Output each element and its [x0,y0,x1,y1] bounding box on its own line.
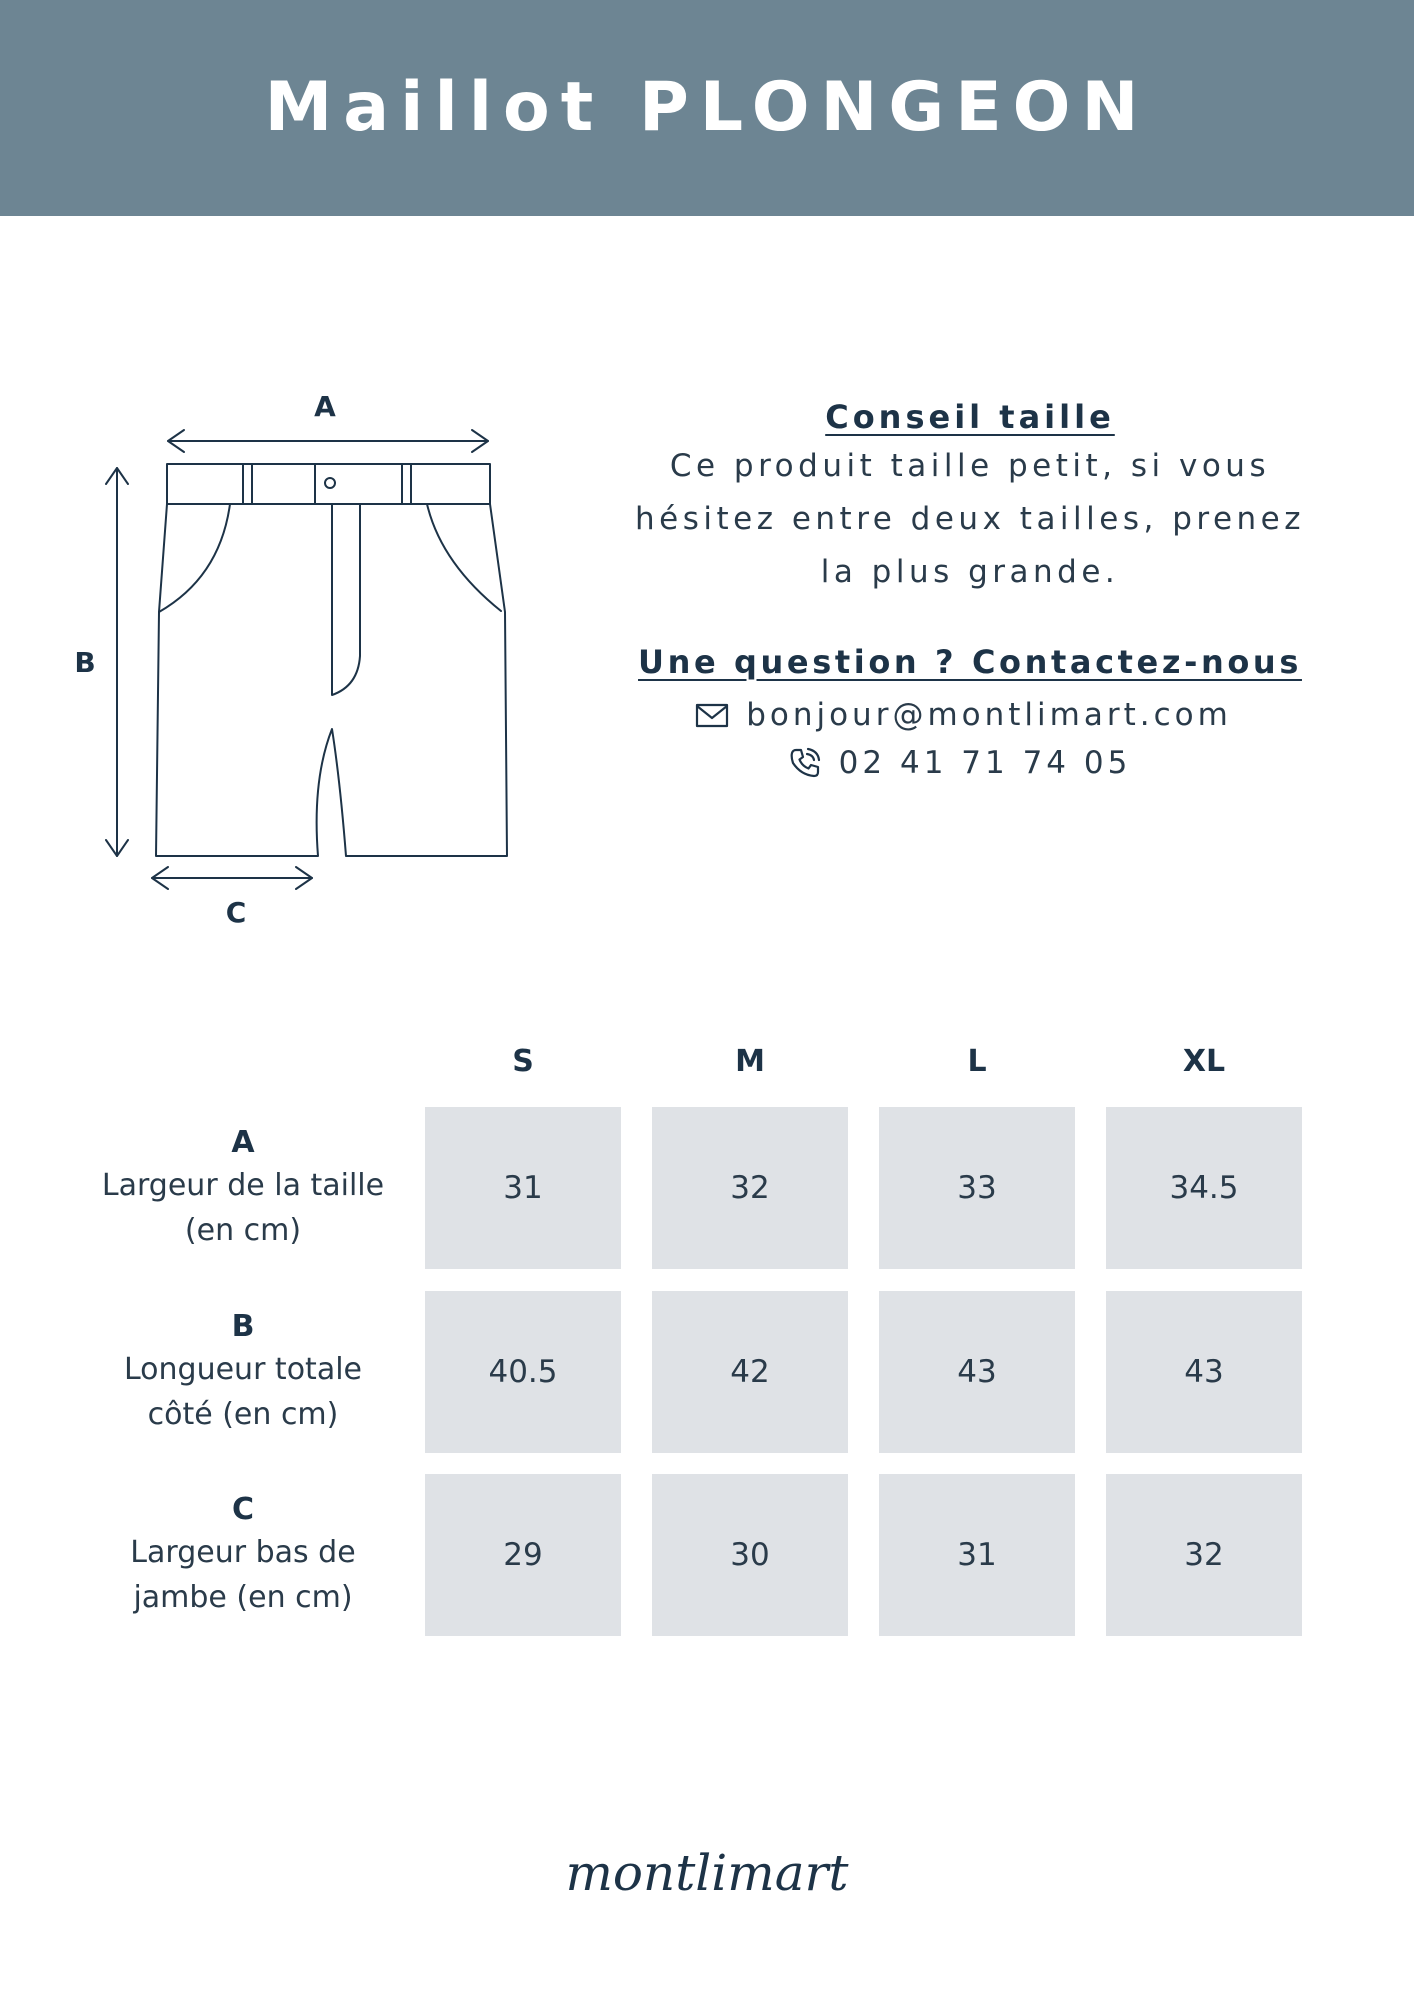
row-description: Longueur totale [123,1352,362,1387]
size-advice-panel [600,398,1340,787]
row-description: côté (en cm) [147,1397,339,1432]
row-label-a [80,1107,406,1269]
brand-logo-text: montlimart [565,1844,849,1902]
advice-line: hésitez entre deux tailles, prenez [634,501,1306,537]
advice-heading: Conseil taille [825,398,1115,436]
table-cell: 33 [879,1107,1075,1269]
table-cell: 32 [1106,1474,1302,1636]
row-letter: A [231,1125,255,1160]
table-cell: 29 [425,1474,621,1636]
table-cell: 31 [879,1474,1075,1636]
table-cell: 43 [1106,1291,1302,1453]
brand-logo [541,1840,873,1910]
advice-line: la plus grande. [820,554,1120,590]
size-header-s: S [512,1044,534,1079]
table-cell: 40.5 [425,1291,621,1453]
row-letter: C [231,1492,255,1527]
email-link[interactable]: bonjour@montlimart.com [746,697,1232,733]
table-cell: 30 [652,1474,848,1636]
table-cell: 42 [652,1291,848,1453]
table-cell: 34.5 [1106,1107,1302,1269]
label-b: B [74,646,96,679]
table-cell: 31 [425,1107,621,1269]
email-row[interactable] [586,691,1340,739]
label-c: C [225,896,247,929]
row-description: Largeur bas de [130,1535,356,1570]
row-description: Largeur de la taille [101,1168,385,1203]
contact-heading: Une question ? Contactez-nous [638,643,1302,681]
table-cell: 43 [879,1291,1075,1453]
row-label-b [80,1291,406,1453]
shorts-diagram [56,380,536,940]
size-header-m: M [735,1044,765,1079]
envelope-icon [694,697,730,733]
row-description: (en cm) [184,1213,302,1248]
page-title: Maillot PLONGEON [264,67,1150,147]
advice-line: Ce produit taille petit, si vous [669,448,1271,484]
size-header-xl: XL [1182,1044,1226,1079]
size-chart [0,1040,1414,1660]
row-label-c [80,1474,406,1636]
shorts-illustration [56,380,536,940]
page-header [0,0,1414,216]
row-description: jambe (en cm) [133,1580,353,1615]
phone-number[interactable]: 02 41 71 74 05 [838,745,1132,781]
size-header-l: L [967,1044,987,1079]
label-a: A [314,390,336,423]
phone-row[interactable] [578,739,1340,787]
table-cell: 32 [652,1107,848,1269]
row-letter: B [231,1309,255,1344]
phone-icon [787,745,823,781]
